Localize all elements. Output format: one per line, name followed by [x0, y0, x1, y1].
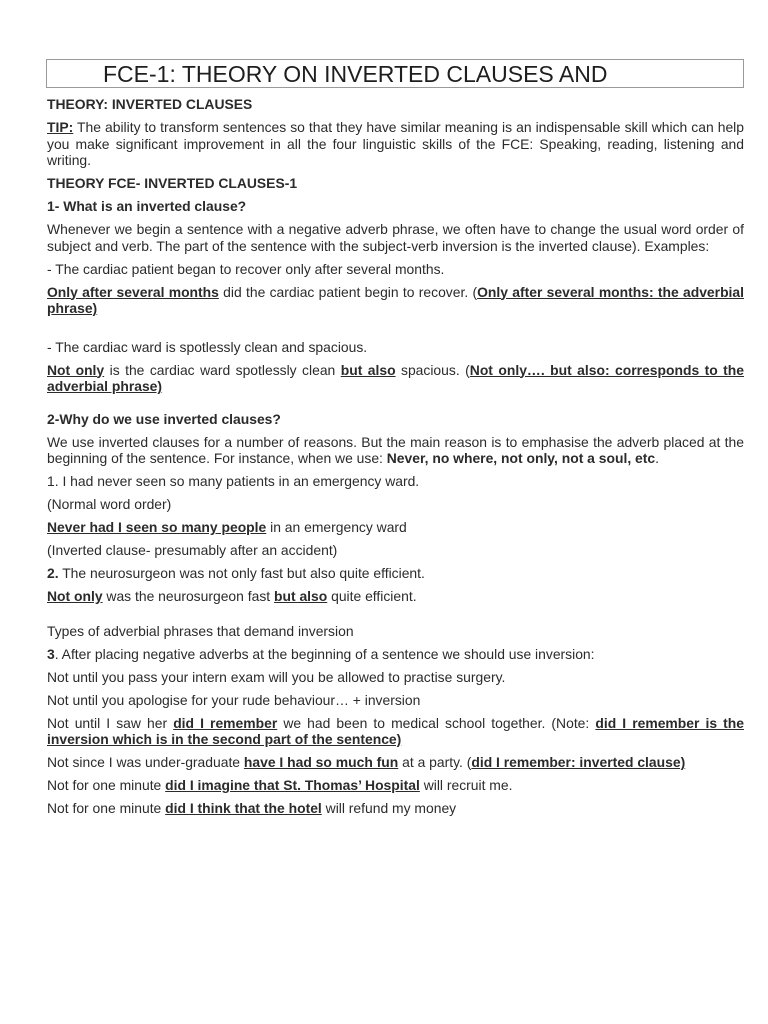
text-run: . After placing negative adverbs at the beginning of a sentence we should use inversion: [54, 645, 595, 662]
text-run: - The cardiac ward is spotlessly clean and spacious. [47, 338, 368, 355]
text-run: in an emergency ward [266, 519, 407, 535]
emphasized-text-run: did I think that the hotel [165, 800, 322, 816]
emphasized-text-run: Not only [47, 588, 103, 604]
emphasized-text-run: did I remember is the inversion which is in the second part of the sentence) [47, 714, 744, 747]
emphasized-text-run: have I had so much fun [243, 754, 399, 770]
text-run: 1- What is an inverted clause? [47, 198, 247, 214]
emphasized-text-run: Not only…. but also: corresponds to the adverbial phrase) [47, 361, 745, 394]
text-run: THEORY FCE- INVERTED CLAUSES-1 [47, 175, 298, 191]
text-run: (Inverted clause- presumably after an accident) [47, 542, 338, 558]
example-item-3 [47, 646, 744, 663]
example-1-inverted [47, 284, 744, 317]
example-item-2 [47, 565, 744, 582]
example-item-1-inverted [47, 519, 744, 536]
emphasized-text-run: but also [273, 588, 328, 604]
text-run: - The cardiac patient began to recover only after several months. [47, 260, 445, 277]
text-run: THEORY: INVERTED CLAUSES [47, 96, 253, 112]
text-run: is the cardiac ward spotlessly clean [104, 361, 341, 378]
document-body [47, 96, 744, 823]
text-run: The neurosurgeon was not only fast but also quite efficient. [58, 565, 425, 581]
emphasized-text-run: did I imagine that St. Thomas’ Hospital [165, 777, 420, 793]
emphasized-text-run: Only after several months [47, 283, 219, 300]
not-until-1 [47, 669, 744, 686]
text-run: was the neurosurgeon fast [102, 588, 274, 604]
emphasized-text-run: TIP: [47, 119, 74, 135]
text-run: will refund my money [321, 800, 457, 816]
text-run: will recruit me. [419, 777, 513, 793]
not-until-3 [47, 715, 744, 748]
text-run: 1. I had never seen so many patients in an emergency ward. [47, 473, 420, 489]
tip-paragraph [47, 119, 744, 169]
types-intro [47, 623, 744, 640]
title-box [46, 59, 744, 88]
text-run: Not until you apologise for your rude behaviour… + inversion [47, 691, 421, 708]
text-run: The ability to transform sentences so that they have similar meaning is an indispensable skill which can help you make significant improvement in all the four linguistic skills of the FCE: Speaking, reading, listening and writing. [47, 119, 744, 168]
emphasized-text-run: but also [340, 361, 396, 378]
text-run: Not for one minute [47, 777, 166, 793]
reason-paragraph [47, 434, 744, 467]
text-run: 2-Why do we use inverted clauses? [47, 410, 281, 427]
example-2-inverted [47, 362, 744, 395]
text-run: Not for one minute [47, 800, 166, 816]
example-item-1-note-2 [47, 542, 744, 559]
question-heading-1 [47, 198, 744, 215]
text-run: (Normal word order) [47, 496, 172, 512]
example-item-1 [47, 473, 744, 490]
text-run: spacious. ( [395, 361, 470, 378]
text-run: Not until you pass your intern exam will you be allowed to practise surgery. [47, 668, 506, 685]
emphasized-text-run: Only after several months: the adverbial phrase) [47, 283, 744, 316]
text-run: at a party. ( [398, 754, 472, 770]
definition-paragraph [47, 221, 744, 254]
emphasized-text-run: Never had I seen so many people [47, 519, 267, 535]
text-run: quite efficient. [327, 588, 417, 604]
page-title: FCE-1: THEORY ON INVERTED CLAUSES AND [103, 61, 608, 87]
section-heading-theory [47, 96, 744, 113]
example-item-1-note [47, 496, 744, 513]
text-run: Not since I was under-graduate [47, 754, 244, 770]
not-until-2 [47, 692, 744, 709]
not-for-one-minute-1 [47, 777, 744, 794]
section-heading-fce [47, 175, 744, 192]
text-run: did the cardiac patient begin to recover. ( [218, 283, 478, 300]
text-run: We use inverted clauses for a number of reasons. But the main reason is to emphasise the adverb placed at the beginning of the sentence. For instance, when we use: [47, 433, 744, 466]
text-run: we had been to medical school together. (Note: [277, 714, 596, 731]
text-run: Not until I saw her [47, 714, 174, 731]
example-2-normal [47, 339, 744, 356]
example-1-normal [47, 261, 744, 278]
emphasized-text-run: Not only [47, 361, 105, 378]
example-item-2-inverted [47, 588, 744, 605]
not-since [47, 754, 744, 771]
question-heading-2 [47, 411, 744, 428]
emphasized-text-run: Never, no where, not only, not a soul, etc [386, 450, 656, 466]
emphasized-text-run: did I remember: inverted clause) [471, 754, 686, 770]
emphasized-text-run: 2. [47, 565, 59, 581]
text-run: Types of adverbial phrases that demand inversion [47, 622, 354, 639]
text-run: Whenever we begin a sentence with a negative adverb phrase, we often have to change the usual word order of subject and verb. The part of the sentence with the subject-verb inversion is the inverted clause). Examples: [47, 221, 744, 254]
emphasized-text-run: did I remember [173, 714, 278, 731]
emphasized-text-run: 3 [47, 645, 55, 662]
text-run: . [655, 450, 659, 466]
not-for-one-minute-2 [47, 800, 744, 817]
